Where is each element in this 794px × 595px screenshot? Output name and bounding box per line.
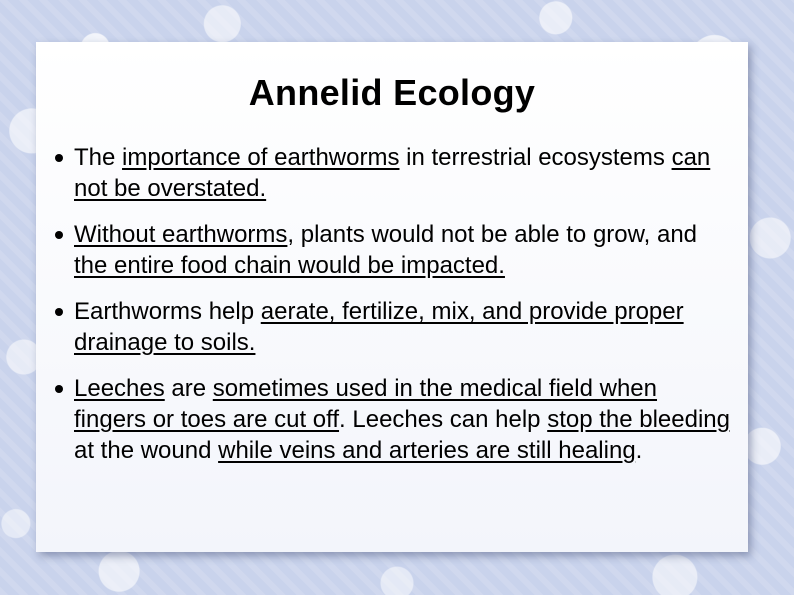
text-segment: , plants would not be able to grow, and [287,221,698,248]
text-segment: . Leeches can help [339,406,548,433]
underlined-phrase: sometimes used in the medical field when fingers or toes are cut off [74,375,658,433]
slide-title: Annelid Ecology [248,72,536,113]
underlined-phrase: aerate, fertilize, mix, and provide proper drainage to soils. [74,298,684,356]
bullet-text [74,221,697,279]
underlined-phrase: the entire food chain would be impacted. [74,252,505,279]
bullet-text [74,144,710,202]
bullet-list [52,142,732,481]
text-segment: in terrestrial ecosystems [399,144,672,171]
bullet-dot-icon [55,154,63,162]
bullet-item [52,142,732,204]
slide [36,42,748,552]
bullet-text [74,375,730,464]
underlined-phrase: can not be overstated. [74,144,711,202]
underlined-phrase: while veins and arteries are still healing [218,437,636,464]
text-segment: are [164,375,213,402]
underlined-phrase: Leeches [74,375,165,402]
bullet-text [74,298,684,356]
text-segment: at the wound [74,437,219,464]
text-segment: Earthworms help [74,298,261,325]
text-segment: The [74,144,123,171]
bullet-item [52,373,732,466]
text-segment: . [635,437,643,464]
bullet-dot-icon [55,231,63,239]
bullet-dot-icon [55,385,63,393]
underlined-phrase: Without earthworms [74,221,288,248]
underlined-phrase: importance of earthworms [122,144,400,171]
bullet-item [52,296,732,358]
underlined-phrase: stop the bleeding [547,406,730,433]
bullet-dot-icon [55,308,63,316]
bullet-item [52,219,732,281]
